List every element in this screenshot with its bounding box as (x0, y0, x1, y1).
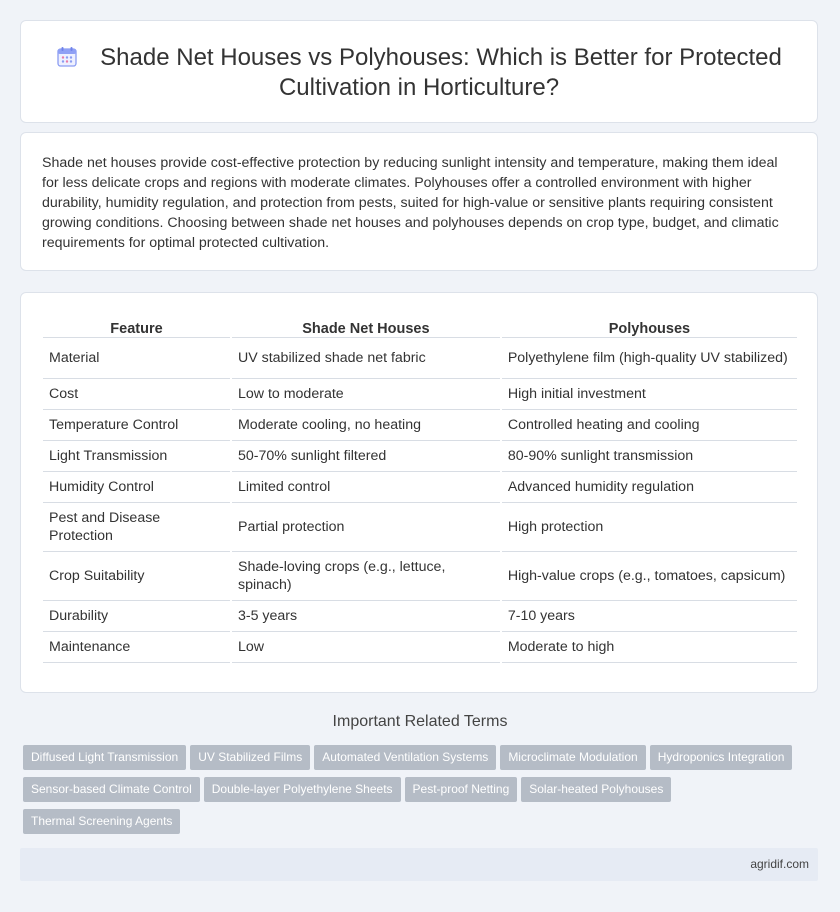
table-row (43, 601, 797, 632)
header-shade-net-houses: Shade Net Houses (232, 315, 500, 338)
table-row (43, 338, 797, 379)
related-term-tag[interactable]: Sensor-based Climate Control (23, 777, 200, 802)
title-card (20, 20, 818, 123)
intro-card (20, 132, 818, 271)
table-header-row (43, 315, 797, 338)
related-term-tag[interactable]: Automated Ventilation Systems (314, 745, 496, 770)
feature-cell: Humidity Control (43, 472, 230, 503)
table-row (43, 552, 797, 601)
shade-net-cell: Limited control (232, 472, 500, 503)
related-term-tag[interactable]: Diffused Light Transmission (23, 745, 186, 770)
related-term-tag[interactable]: Pest-proof Netting (405, 777, 518, 802)
polyhouse-cell: Advanced humidity regulation (502, 472, 797, 503)
shade-net-cell: Low to moderate (232, 379, 500, 410)
polyhouse-cell: 7-10 years (502, 601, 797, 632)
related-term-tag[interactable]: Microclimate Modulation (500, 745, 645, 770)
related-term-tag[interactable]: UV Stabilized Films (190, 745, 310, 770)
polyhouse-cell: High initial investment (502, 379, 797, 410)
feature-cell: Light Transmission (43, 441, 230, 472)
related-term-tag[interactable]: Double-layer Polyethylene Sheets (204, 777, 401, 802)
table-row (43, 410, 797, 441)
polyhouse-cell: Controlled heating and cooling (502, 410, 797, 441)
table-row (43, 441, 797, 472)
feature-cell: Crop Suitability (43, 552, 230, 601)
polyhouse-cell: High-value crops (e.g., tomatoes, capsicum) (502, 552, 797, 601)
shade-net-cell: 3-5 years (232, 601, 500, 632)
polyhouse-cell: Moderate to high (502, 632, 797, 663)
footer-site-link[interactable]: agridif.com (750, 857, 809, 871)
calendar-icon (56, 46, 78, 68)
shade-net-cell: 50-70% sunlight filtered (232, 441, 500, 472)
table-row (43, 472, 797, 503)
related-terms-list (23, 745, 823, 841)
feature-cell: Durability (43, 601, 230, 632)
table-row (43, 503, 797, 552)
polyhouse-cell: 80-90% sunlight transmission (502, 441, 797, 472)
feature-cell: Pest and Disease Protection (43, 503, 230, 552)
feature-cell: Material (43, 338, 230, 379)
feature-cell: Cost (43, 379, 230, 410)
related-terms-heading: Important Related Terms (332, 713, 508, 730)
shade-net-cell: Moderate cooling, no heating (232, 410, 500, 441)
header-polyhouses: Polyhouses (502, 315, 797, 338)
shade-net-cell: Partial protection (232, 503, 500, 552)
header-feature: Feature (43, 315, 230, 338)
related-term-tag[interactable]: Hydroponics Integration (650, 745, 793, 770)
intro-paragraph: Shade net houses provide cost-effective protection by reducing sunlight intensity and temperature, making them ideal for less delicate crops and regions with moderate climates. Polyhouses offer a controlled environment with higher durability, humidity regulation, and protection from pests, suited for high-value or sensitive plants requiring consistent growing conditions. Choosing between shade net houses and polyhouses depends on crop type, budget, and climatic requirements for optimal protected cultivation. (42, 155, 779, 251)
shade-net-cell: Shade-loving crops (e.g., lettuce, spinach) (232, 552, 500, 601)
table-row (43, 632, 797, 663)
comparison-card (20, 292, 818, 693)
table-row (43, 379, 797, 410)
feature-cell: Temperature Control (43, 410, 230, 441)
polyhouse-cell: Polyethylene film (high-quality UV stabilized) (502, 338, 797, 379)
shade-net-cell: UV stabilized shade net fabric (232, 338, 500, 379)
related-term-tag[interactable]: Solar-heated Polyhouses (521, 777, 671, 802)
comparison-table (41, 315, 799, 663)
polyhouse-cell: High protection (502, 503, 797, 552)
feature-cell: Maintenance (43, 632, 230, 663)
related-term-tag[interactable]: Thermal Screening Agents (23, 809, 180, 834)
shade-net-cell: Low (232, 632, 500, 663)
title-block (21, 43, 817, 103)
page-title: Shade Net Houses vs Polyhouses: Which is Better for Protected Cultivation in Horticulture? (100, 44, 782, 101)
footer-bar (20, 848, 818, 881)
